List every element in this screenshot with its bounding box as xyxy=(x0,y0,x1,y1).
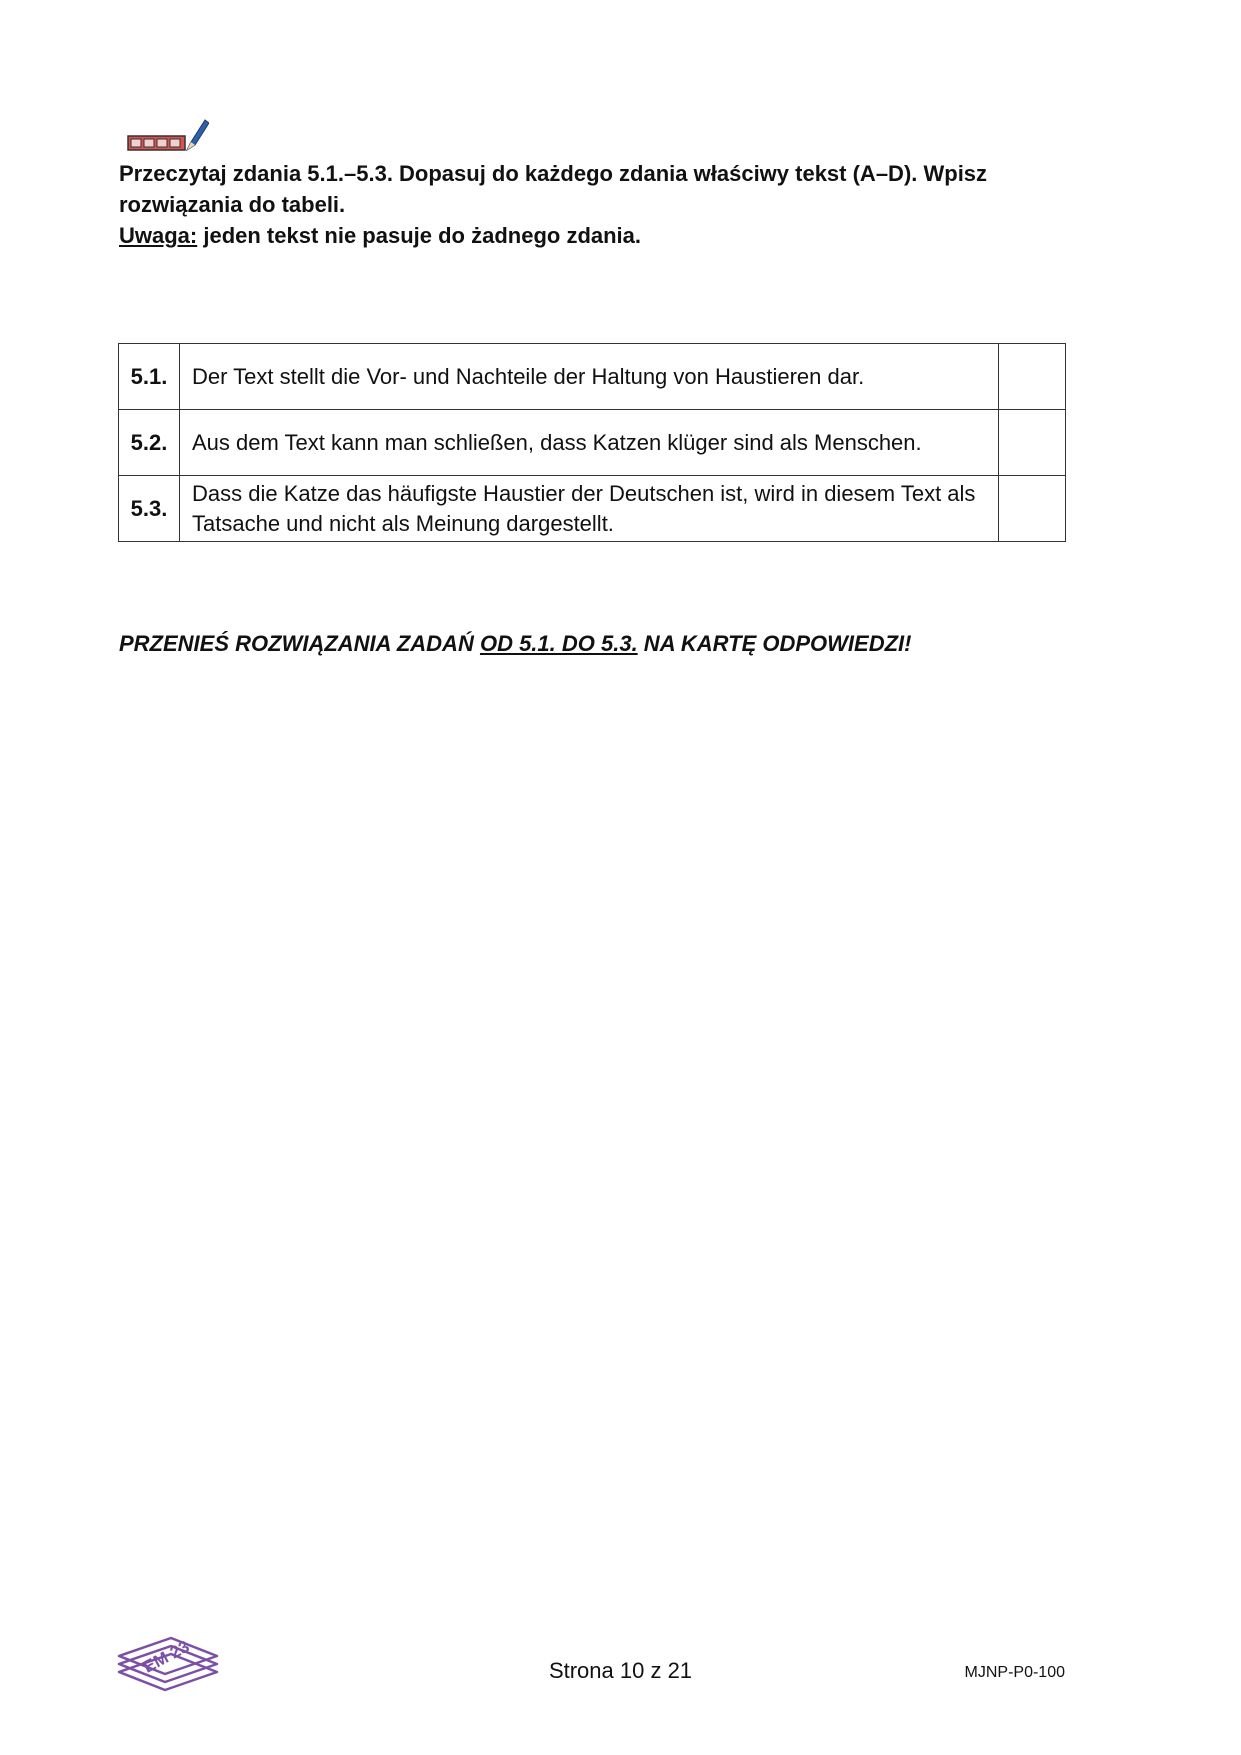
row-statement: Aus dem Text kann man schließen, dass Katzen klüger sind als Menschen. xyxy=(180,410,999,476)
page-number: Strona 10 z 21 xyxy=(548,1658,693,1683)
table-row xyxy=(119,476,1066,542)
table-row xyxy=(119,410,1066,476)
instruction-note xyxy=(119,220,1079,251)
transfer-instruction xyxy=(119,631,911,657)
table-row xyxy=(119,344,1066,410)
answer-box[interactable] xyxy=(999,344,1066,410)
transfer-part1: PRZENIEŚ ROZWIĄZANIA ZADAŃ xyxy=(119,631,480,656)
answer-box[interactable] xyxy=(999,476,1066,542)
answer-box[interactable] xyxy=(999,410,1066,476)
task-points-pencil-icon xyxy=(127,118,209,152)
transfer-part3: NA KARTĘ ODPOWIEDZI! xyxy=(637,631,912,656)
logo-text: EM 23 xyxy=(140,1636,193,1677)
answer-table xyxy=(118,343,1066,542)
row-number: 5.2. xyxy=(119,410,180,476)
row-statement: Der Text stellt die Vor- und Nachteile der Haltung von Haustieren dar. xyxy=(180,344,999,410)
row-statement: Dass die Katze das häufigste Haustier der Deutschen ist, wird in diesem Text als Tatsache und nicht als Meinung dargestellt. xyxy=(180,476,999,542)
task-instructions xyxy=(119,158,1079,251)
row-number: 5.1. xyxy=(119,344,180,410)
note-label: Uwaga: xyxy=(119,223,198,248)
instruction-text: Przeczytaj zdania 5.1.–5.3. Dopasuj do każdego zdania właściwy tekst (A–D). Wpisz rozwiązania do tabeli. xyxy=(119,161,988,217)
transfer-range: OD 5.1. DO 5.3. xyxy=(479,631,638,656)
exam-code: MJNP-P0-100 xyxy=(964,1664,1065,1681)
row-number: 5.3. xyxy=(119,476,180,542)
note-text: jeden tekst nie pasuje do żadnego zdania. xyxy=(197,223,642,248)
